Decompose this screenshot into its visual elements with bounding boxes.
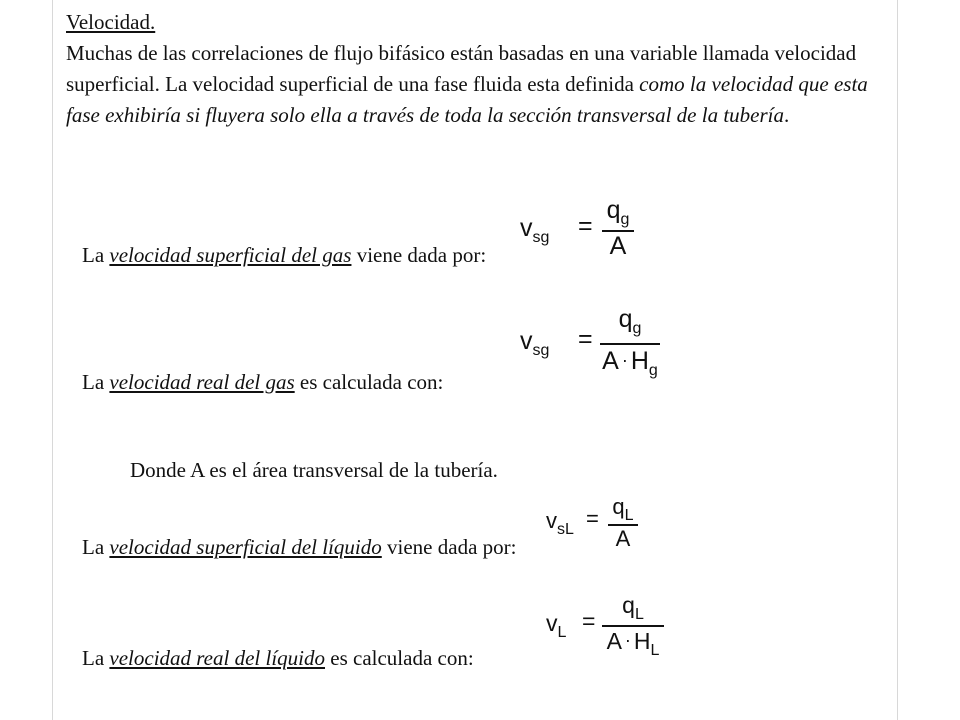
label-term: velocidad superficial del líquido [109,535,382,559]
numerator-sub: L [634,606,644,623]
formula-lhs [546,610,566,642]
formula-denominator [602,232,634,261]
fraction-bar [602,625,664,627]
formula-lhs [520,327,549,360]
label-suffix: viene dada por: [381,535,517,559]
formula-numerator [600,305,660,338]
formula-equals: = [582,608,596,634]
formula-denominator [602,628,664,660]
formula-var-sub: sg [532,229,550,246]
formula-denominator [608,526,638,552]
formula-equals: = [578,212,593,240]
formula-var-sub: sg [532,342,550,359]
label-term: velocidad superficial del gas [109,243,352,267]
intro-italic-definition: como la velocidad que esta fase exhibiría si fluyera solo ella a través de toda la sección transversal de la tubería [66,72,868,127]
numerator-sub: g [632,320,642,337]
label-prefix: La [82,243,110,267]
label-suffix: es calculada con: [325,646,474,670]
label-real-liquid [82,646,474,671]
formula-var: v [546,610,558,636]
formula-numerator [602,592,664,624]
denominator-sub: L [650,642,660,659]
formula-superficial-liquid [546,494,656,554]
formula-var: v [546,508,557,533]
intro-end: . [783,103,790,127]
intro-paragraph [66,38,886,131]
formula-denominator [600,347,660,380]
label-term: velocidad real del líquido [109,646,325,670]
label-real-gas [82,370,443,395]
denominator-dot: · [624,630,631,650]
label-suffix: es calculada con: [294,370,444,394]
numerator-var: q [606,196,621,224]
denominator-a: A [606,628,622,654]
label-superficial-gas [82,243,486,268]
label-prefix: La [82,646,110,670]
formula-superficial-gas [520,196,640,266]
formula-var-sub: sL [557,521,574,538]
denominator-a: A [615,526,631,551]
formula-numerator [602,196,634,229]
denominator-b: H [633,628,651,654]
note-area-definition: Donde A es el área transversal de la tubería. [130,458,498,482]
section-heading: Velocidad. [66,10,156,34]
denominator-b: H [630,347,649,375]
formula-var: v [520,327,533,355]
formula-lhs [520,214,549,247]
fraction-bar [600,343,660,345]
label-prefix: La [82,370,110,394]
intro-plain-text: Muchas de las correlaciones de flujo bifásico están basadas en una variable llamada velocidad superficial. La velocidad superficial de una fase fluida esta definida [66,41,857,96]
label-superficial-liquid [82,535,516,560]
label-suffix: viene dada por: [351,243,487,267]
numerator-var: q [612,494,625,519]
denominator-sub: g [648,362,658,379]
formula-real-gas [520,305,658,385]
numerator-var: q [618,305,633,333]
label-term: velocidad real del gas [109,370,295,394]
label-prefix: La [82,535,110,559]
numerator-sub: L [624,507,634,524]
numerator-var: q [622,592,635,618]
numerator-sub: g [620,211,630,228]
formula-real-liquid [546,592,666,662]
formula-var-sub: L [557,624,567,641]
denominator-dot: · [621,350,628,370]
denominator-a: A [602,347,619,375]
formula-var: v [520,214,533,242]
denominator-a: A [609,232,627,260]
formula-equals: = [578,325,593,353]
formula-lhs [546,508,574,539]
formula-numerator [608,494,638,525]
formula-equals: = [586,506,599,531]
